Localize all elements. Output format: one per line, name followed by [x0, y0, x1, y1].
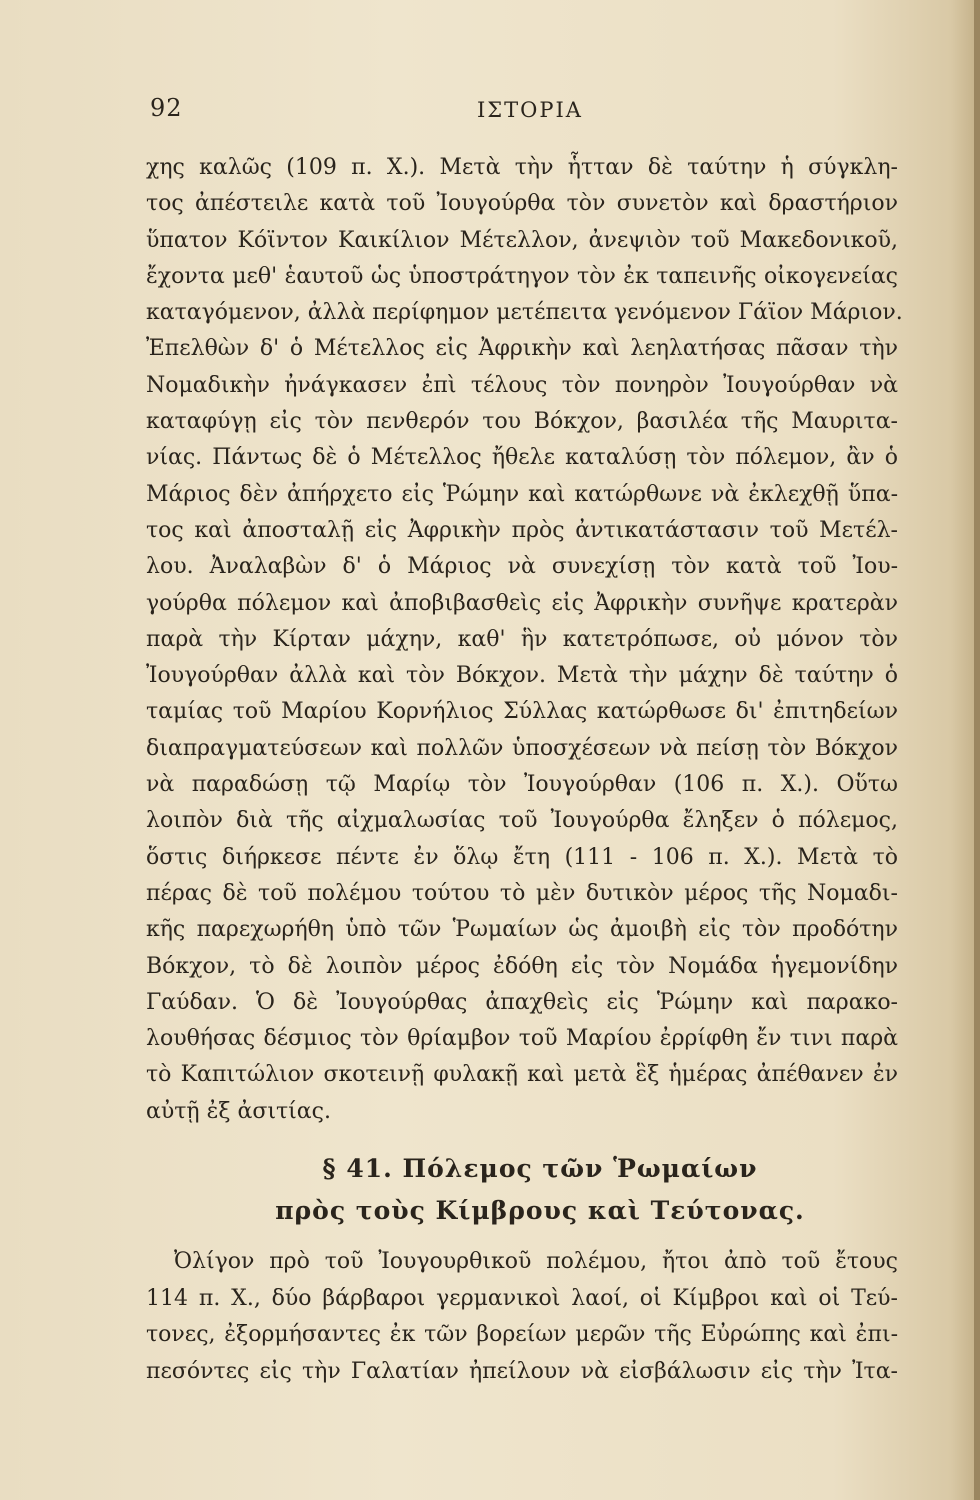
text-line: ἔχοντα μεθ' ἑαυτοῦ ὡς ὑποστράτηγον τὸν ἐκ ταπεινῆς οἰκογενείας [146, 263, 898, 289]
text-line: λοιπὸν διὰ τῆς αἰχμαλωσίας τοῦ Ἰουγούρθα ἔληξεν ὁ πόλεμος, [146, 808, 898, 834]
text-line: χης καλῶς (109 π. Χ.). Μετὰ τὴν ἧτταν δὲ ταύτην ἡ σύγκλη- [146, 155, 898, 180]
text-line: τος καὶ ἀποσταλῇ εἰς Ἀφρικὴν πρὸς ἀντικατάστασιν τοῦ Μετέλ- [146, 517, 898, 543]
text-line: νίας. Πάντως δὲ ὁ Μέτελλος ἤθελε καταλύσῃ τὸν πόλεμον, ἂν ὁ [146, 445, 898, 471]
text-line: αὐτῇ ἐξ ἀσιτίας. [146, 1098, 331, 1124]
text-line: παρὰ τὴν Κίρταν μάχην, καθ' ἣν κατετρόπωσε, οὐ μόνον τὸν [146, 626, 898, 652]
text-line: κῆς παρεχωρήθη ὑπὸ τῶν Ῥωμαίων ὡς ἀμοιβὴ εἰς τὸν προδότην [146, 917, 898, 943]
text-line: Ἐπελθὼν δ' ὁ Μέτελλος εἰς Ἀφρικὴν καὶ λεηλατήσας πᾶσαν τὴν [146, 336, 898, 362]
text-line: καταγόμενον, ἀλλὰ περίφημον μετέπειτα γενόμενον Γάϊον Μάριον. [146, 300, 903, 326]
text-line: ὕπατον Κόϊντον Καικίλιον Μέτελλον, ἀνεψιὸν τοῦ Μακεδονικοῦ, [146, 227, 898, 253]
text-line: πεσόντες εἰς τὴν Γαλατίαν ἠπείλουν νὰ εἰσβάλωσιν εἰς τὴν Ἰτα- [146, 1358, 898, 1384]
text-line: τονες, ἐξορμήσαντες ἐκ τῶν βορείων μερῶν τῆς Εὐρώπης καὶ ἐπι- [146, 1322, 898, 1347]
body-paragraph [146, 150, 903, 1130]
text-line: λου. Ἀναλαβὼν δ' ὁ Μάριος νὰ συνεχίσῃ τὸν κατὰ τοῦ Ἰου- [146, 554, 898, 580]
text-line: Νομαδικὴν ἠνάγκασεν ἐπὶ τέλους τὸν πονηρὸν Ἰουγούρθαν νὰ [146, 372, 898, 398]
text-line: Ἰουγούρθαν ἀλλὰ καὶ τὸν Βόκχον. Μετὰ τὴν μάχην δὲ ταύτην ὁ [146, 663, 898, 689]
running-title: ΙΣΤΟΡΙΑ [477, 98, 583, 122]
page-edge [974, 0, 980, 1500]
text-line: Μάριος δὲν ἀπήρχετο εἰς Ῥώμην καὶ κατώρθωνε νὰ ἐκλεχθῇ ὕπα- [146, 481, 898, 507]
text-line: 114 π. Χ., δύο βάρβαροι γερμανικοὶ λαοί, οἱ Κίμβροι καὶ οἱ Τεύ- [146, 1285, 898, 1311]
text-line: πέρας δὲ τοῦ πολέμου τούτου τὸ μὲν δυτικὸν μέρος τῆς Νομαδι- [146, 880, 898, 906]
text-line: ὅστις διήρκεσε πέντε ἐν ὅλῳ ἔτη (111 - 106 π. Χ.). Μετὰ τὸ [146, 844, 898, 870]
section-heading: § 41. Πόλεμος τῶν Ῥωμαίων [322, 1154, 758, 1183]
section-paragraph [146, 1244, 898, 1390]
text-line: καταφύγῃ εἰς τὸν πενθερόν του Βόκχον, βασιλέα τῆς Μαυριτα- [146, 409, 898, 435]
text-line: τὸ Καπιτώλιον σκοτεινῇ φυλακῇ καὶ μετὰ ἓξ ἡμέρας ἀπέθανεν ἐν [146, 1062, 898, 1088]
text-line: γούρθα πόλεμον καὶ ἀποβιβασθεὶς εἰς Ἀφρικὴν συνῆψε κρατερὰν [146, 590, 898, 616]
text-line: τος ἀπέστειλε κατὰ τοῦ Ἰουγούρθα τὸν συνετὸν καὶ δραστήριον [146, 191, 898, 217]
text-line: Γαύδαν. Ὁ δὲ Ἰουγούρθας ἀπαχθεὶς εἰς Ῥώμην καὶ παρακο- [146, 989, 898, 1015]
text-line: Ὀλίγον πρὸ τοῦ Ἰουγουρθικοῦ πολέμου, ἤτοι ἀπὸ τοῦ ἔτους [174, 1249, 898, 1274]
page-number: 92 [150, 94, 183, 122]
text-line: νὰ παραδώσῃ τῷ Μαρίῳ τὸν Ἰουγούρθαν (106 π. Χ.). Οὕτω [146, 772, 898, 798]
text-line: Βόκχον, τὸ δὲ λοιπὸν μέρος ἐδόθη εἰς τὸν Νομάδα ἡγεμονίδην [146, 953, 898, 979]
text-line: διαπραγματεύσεων καὶ πολλῶν ὑποσχέσεων νὰ πείσῃ τὸν Βόκχον [146, 735, 898, 761]
text-line: ταμίας τοῦ Μαρίου Κορνήλιος Σύλλας κατώρθωσε δι' ἐπιτηδείων [146, 699, 898, 725]
section-heading-continued: πρὸς τοὺς Κίμβρους καὶ Τεύτονας. [275, 1196, 805, 1225]
text-line: λουθήσας δέσμιος τὸν θρίαμβον τοῦ Μαρίου ἐρρίφθη ἔν τινι παρὰ [146, 1026, 898, 1052]
